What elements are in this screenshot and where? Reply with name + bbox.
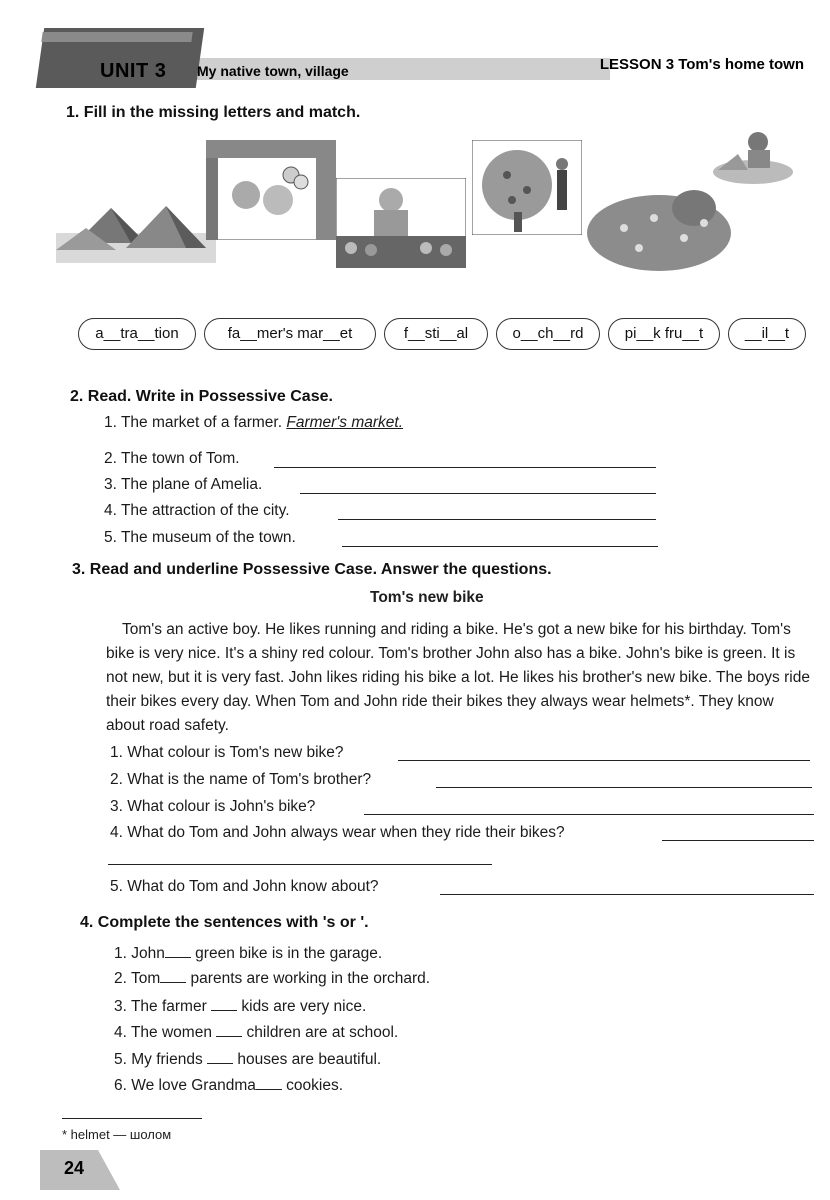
ex4-blank-3[interactable] [211,998,237,1011]
word-box-festival[interactable]: f__sti__al [384,318,488,350]
footnote: * helmet — шолом [62,1127,172,1142]
ex3-question-2: 2. What is the name of Tom's brother? [110,771,372,788]
ex1-word-row [78,318,808,352]
ex2-item-4-answer-line[interactable] [338,519,656,520]
ex4-sentence-2-before: 2. Tom [114,970,161,987]
ex4-sentence-3-before: 3. The farmer [114,998,212,1015]
ex2-item-5-answer-line[interactable] [342,546,658,547]
ex3-answer-line-4a[interactable] [662,840,814,841]
story-text: Tom's an active boy. He likes running and riding a bike. He's got a new bike for his birthday. Tom's bike is very nice. It's a shiny red colour. Tom's brother John also has a bike. John's bike is green. It is not new, but it is very fast. John likes riding his bike a lot. He likes his brother's new bike. The boys ride their bikes every day. When Tom and John ride their bikes they always wear helmets*. They know about road safety. [106,621,810,734]
ex3-heading: 3. Read and underline Possessive Case. Answer the questions. [72,561,552,578]
ex2-item-4-prompt: 4. The attraction of the city. [104,502,290,519]
ex4-sentence-1-after: green bike is in the garage. [190,945,383,962]
ex2-item-3-answer-line[interactable] [300,493,656,494]
ex4-sentence-2-after: parents are working in the orchard. [186,970,431,987]
ex4-sentence-6 [114,1077,343,1095]
word-box-orchard[interactable]: o__ch__rd [496,318,600,350]
ex4-blank-2[interactable] [160,970,186,983]
ex4-sentence-6-before: 6. We love Grandma [114,1077,256,1094]
story-title: Tom's new bike [370,589,484,606]
pyramids-illustration [56,188,216,268]
ex3-question-5: 5. What do Tom and John know about? [110,878,379,895]
unit-topic: My native town, village [197,63,349,79]
ex2-item-1-answer: Farmer's market. [286,414,403,431]
ex4-heading: 4. Complete the sentences with 's or '. [80,914,369,931]
unit-tab-highlight [41,32,192,42]
ex4-blank-1[interactable] [165,945,191,958]
ex4-sentence-1 [114,945,382,963]
ex4-sentence-3-after: kids are very nice. [237,998,367,1015]
lesson-title: LESSON 3 Tom's home town [599,56,804,73]
ex2-heading: 2. Read. Write in Possessive Case. [70,388,333,405]
farmers-market-illustration [336,178,466,268]
ex4-sentence-6-after: cookies. [281,1077,344,1094]
ex4-sentence-5-after: houses are beautiful. [233,1051,382,1068]
word-box-attraction[interactable]: a__tra__tion [78,318,196,350]
ex3-question-3: 3. What colour is John's bike? [110,798,316,815]
word-box-pink-fruit[interactable]: pi__k fru__t [608,318,720,350]
ex3-answer-line-5[interactable] [440,894,814,895]
ex2-item-2-prompt: 2. The town of Tom. [104,450,240,467]
ex4-sentence-2 [114,970,430,988]
ex4-sentence-4 [114,1024,398,1042]
ex4-sentence-1-before: 1. John [114,945,165,962]
ex2-item-2-answer-line[interactable] [274,467,656,468]
orchard-illustration [472,140,582,235]
ex3-answer-line-3[interactable] [364,814,814,815]
ex3-answer-line-2[interactable] [436,787,812,788]
ex3-answer-line-4b[interactable] [108,864,492,865]
unit-title: UNIT 3 [100,60,167,82]
page-number: 24 [64,1158,85,1178]
ex4-sentence-3 [114,998,366,1016]
ex3-answer-line-1[interactable] [398,760,810,761]
ex1-heading: 1. Fill in the missing letters and match. [66,104,361,121]
ex3-question-4: 4. What do Tom and John always wear when they ride their bikes? [110,824,565,841]
ex4-sentence-5-before: 5. My friends [114,1051,208,1068]
footnote-rule [62,1118,202,1119]
word-box-farmers-market[interactable]: fa__mer's mar__et [204,318,376,350]
ex2-item-3-prompt: 3. The plane of Amelia. [104,476,263,493]
word-box-pilot[interactable]: __il__t [728,318,806,350]
ex4-blank-5[interactable] [207,1051,233,1064]
ex2-item-1-prompt: 1. The market of a farmer. [104,414,283,431]
ex3-question-1: 1. What colour is Tom's new bike? [110,744,344,761]
festival-illustration [206,140,336,240]
ex4-blank-4[interactable] [216,1024,242,1037]
ex4-blank-6[interactable] [256,1077,282,1090]
ex4-sentence-4-after: children are at school. [242,1024,399,1041]
ex2-item-1 [104,414,403,432]
ex4-sentence-5 [114,1051,381,1069]
pilot-plane-illustration [708,124,798,194]
ex2-item-5-prompt: 5. The museum of the town. [104,529,296,546]
ex4-sentence-4-before: 4. The women [114,1024,217,1041]
